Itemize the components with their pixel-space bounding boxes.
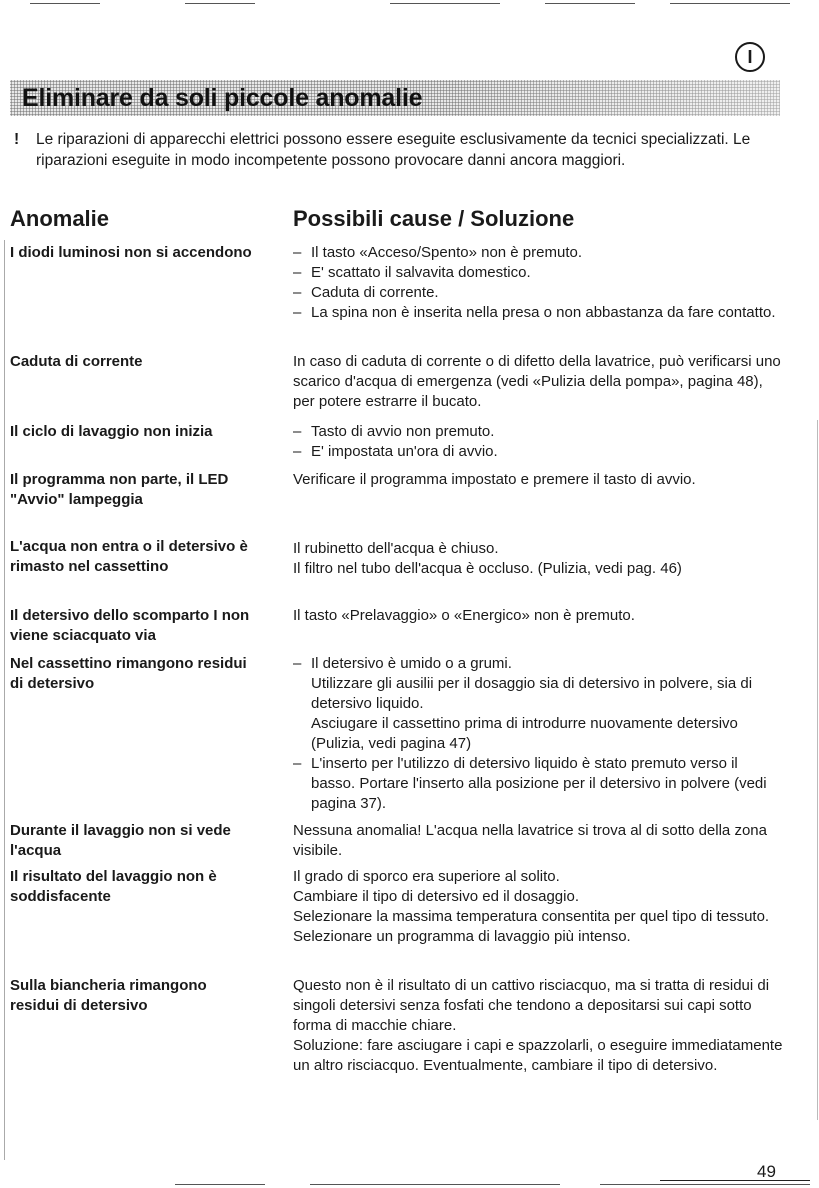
solution-item: – La spina non è inserita nella presa o non abbastanza da fare contatto. [293,304,776,321]
solution-text: Verificare il programma impostato e premere il tasto di avvio. [293,471,696,488]
dash-mark: – [293,755,302,772]
solution-item: Utilizzare gli ausilii per il dosaggio sia di detersivo in polvere, sia di detersivo liquido. [311,675,753,712]
section-title-banner [10,80,780,116]
solution-block [293,654,783,814]
solution-text: Il tasto «Prelavaggio» o «Energico» non è premuto. [293,607,635,624]
solution-item: – E' scattato il salvavita domestico. [293,264,531,281]
solution-text: Soluzione: fare asciugare i capi e spazzolarli, o eseguire immediatamente un altro risciacquo. Eventualmente, cambiare il tipo di detersivo. [293,1037,783,1074]
problem-label: Il programma non parte, il LED "Avvio" lampeggia [10,471,229,508]
dash-mark: – [293,423,302,440]
solution-item: – Caduta di corrente. [293,284,439,301]
page-number-rule [660,1180,810,1181]
anomalies-heading: Anomalie [10,206,110,231]
solution-text: Nessuna anomalia! L'acqua nella lavatrice si trova al di sotto della zona visibile. [293,822,767,859]
solution-block [293,606,783,626]
solution-item: – L'inserto per l'utilizzo di detersivo liquido è stato premuto verso il basso. Portare l'inserto alla posizione per il detersivo in polvere (vedi pagina 37). [293,755,767,812]
solution-block [293,243,783,323]
solution-text: Selezionare un programma di lavaggio più intenso. [293,928,631,945]
scan-rule [185,3,255,4]
country-code-badge [735,42,765,72]
solution-block [293,867,783,947]
problem-label: Caduta di corrente [10,353,143,370]
solution-item: Asciugare il cassettino prima di introdurre nuovamente detersivo (Pulizia, vedi pagina 47) [311,715,738,752]
scan-rule [175,1184,265,1185]
page-number: 49 [757,1162,776,1181]
problem-label: I diodi luminosi non si accendono [10,244,252,261]
solution-text: In caso di caduta di corrente o di difetto della lavatrice, può verificarsi uno scarico d'acqua di emergenza (vedi «Pulizia della pompa», pagina 48), per potere estrarre il bucato. [293,353,781,410]
solution-block [293,352,783,412]
scan-rule [670,3,790,4]
solution-text: Il filtro nel tubo dell'acqua è occluso. (Pulizia, vedi pag. 46) [293,560,682,577]
solution-block [293,422,783,462]
solution-text: Cambiare il tipo di detersivo ed il dosaggio. [293,888,579,905]
dash-mark: – [293,284,302,301]
country-code: I [747,46,753,67]
solution-text: Questo non è il risultato di un cattivo risciacquo, ma si tratta di residui di singoli detersivi senza fosfati che tendono a depositarsi sui capi sotto forma di macchie chiare. [293,977,770,1034]
solution-item: – Il detersivo è umido o a grumi. [293,655,512,672]
solution-item: – Tasto di avvio non premuto. [293,423,495,440]
dash-mark: – [293,655,302,672]
problem-label: Il risultato del lavaggio non è soddisfacente [10,868,217,905]
margin-line [817,420,818,1120]
dash-mark: – [293,443,302,460]
solution-text: Il grado di sporco era superiore al solito. [293,868,560,885]
problem-label: Il ciclo di lavaggio non inizia [10,423,213,440]
banner-fade [450,80,780,116]
margin-line [4,240,5,1160]
scan-rule [600,1184,810,1185]
dash-mark: – [293,264,302,281]
warning-mark: ! [14,131,20,148]
scan-rule [30,3,100,4]
solution-block [293,821,783,861]
causes-solution-heading: Possibili cause / Soluzione [293,206,575,231]
problem-label: Nel cassettino rimangono residui di detersivo [10,655,247,692]
warning-note [14,129,784,171]
solution-block [293,470,783,490]
problem-label: Sulla biancheria rimangono residui di detersivo [10,977,207,1014]
problem-label: Durante il lavaggio non si vede l'acqua [10,822,231,859]
dash-mark: – [293,304,302,321]
dash-mark: – [293,244,302,261]
solution-item: – E' impostata un'ora di avvio. [293,443,498,460]
scan-rule [310,1184,560,1185]
problem-label: Il detersivo dello scomparto I non viene sciacquato via [10,607,250,644]
solution-text: Il rubinetto dell'acqua è chiuso. [293,540,499,557]
section-title: Eliminare da soli piccole anomalie [22,84,423,112]
solution-block [293,976,783,1076]
scan-rule [545,3,635,4]
problem-label: L'acqua non entra o il detersivo è rimasto nel cassettino [10,538,248,575]
solution-item: – Il tasto «Acceso/Spento» non è premuto. [293,244,583,261]
scan-rule [390,3,500,4]
solution-text: Selezionare la massima temperatura consentita per quel tipo di tessuto. [293,908,770,925]
solution-block [293,539,783,579]
warning-text: Le riparazioni di apparecchi elettrici possono essere eseguite esclusivamente da tecnici specializzati. Le riparazioni eseguite in modo incompetente possono provocare danni ancora maggiori. [36,131,751,169]
